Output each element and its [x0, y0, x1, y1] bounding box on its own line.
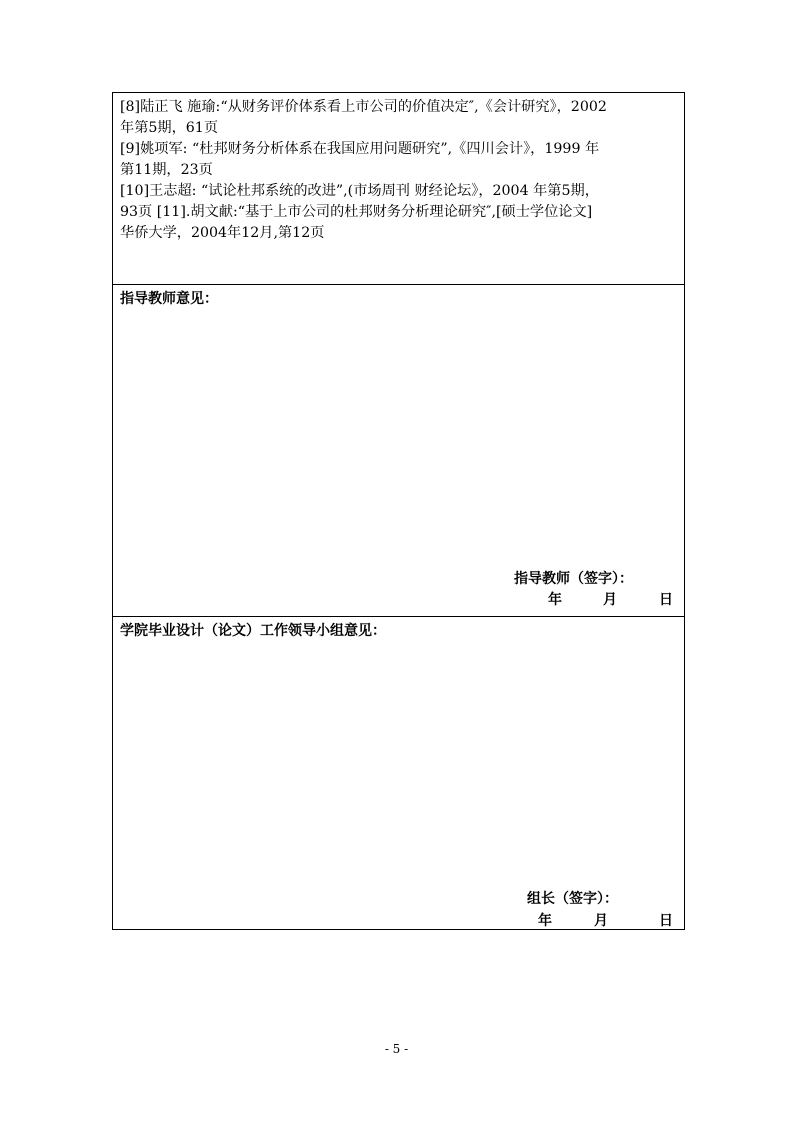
reference-line: 93页 [11].胡文献:“基于上市公司的杜邦财务分析理论研究″,[硕士学位论文]: [120, 204, 593, 220]
reference-line: [9]姚项军: “杜邦财务分析体系在我国应用问题研究”,《四川会计》，1999 年: [120, 141, 600, 157]
committee-date-day: 日: [659, 913, 673, 929]
committee-opinion-title: 学院毕业设计（论文）工作领导小组意见：: [120, 623, 386, 639]
reference-line: 年第5期，61页: [120, 120, 219, 136]
references-section: [113, 93, 684, 285]
reference-line: [8]陆正飞 施瑜:“从财务评价体系看上市公司的价值决定″,《会计研究》，2002: [120, 99, 607, 115]
advisor-date-year: 年: [548, 592, 562, 608]
reference-list: [120, 97, 680, 244]
advisor-opinion-section: [113, 285, 684, 617]
reference-line: 华侨大学，2004年12月,第12页: [120, 225, 325, 241]
reference-line: [10]王志超: “试论杜邦系统的改进”,(市场周刊 财经论坛》，2004 年第5期，: [120, 183, 599, 199]
reference-line: 第11期，23页: [120, 162, 213, 178]
advisor-opinion-title: 指导教师意见：: [120, 291, 218, 307]
advisor-date-day: 日: [659, 592, 673, 608]
advisor-signature-label: 指导教师（签字）：: [514, 571, 633, 587]
committee-opinion-section: [113, 617, 684, 929]
committee-date-year: 年: [538, 913, 552, 929]
advisor-date-month: 月: [603, 592, 617, 608]
review-form-table: [112, 92, 685, 930]
committee-signature-label: 组长（签字）：: [527, 891, 618, 907]
committee-date-month: 月: [594, 913, 608, 929]
page-number: - 5 -: [384, 1042, 409, 1056]
